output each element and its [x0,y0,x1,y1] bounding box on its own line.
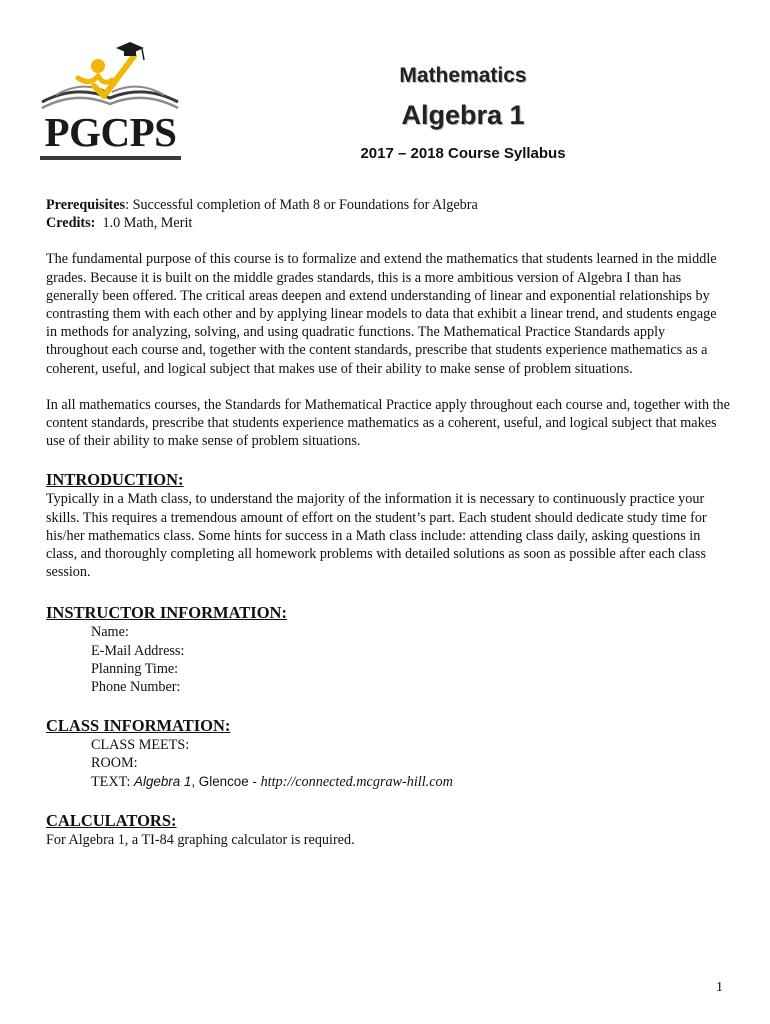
credits-label: Credits: [46,215,96,232]
practice-paragraph: In all mathematics courses, the Standards for Mathematical Practice apply throughout each course and, together with the content standards, prescribe that students experience mathematics as a coherent, useful, and logical subject that makes use of their ability to make sense of problem situations. [46,396,730,450]
instructor-email-label: E-Mail Address: [91,642,185,659]
class-info-fields [46,736,730,791]
class-text-line [91,773,730,791]
class-room-label: ROOM: [91,755,138,772]
logo-text: PGCPS [44,109,177,155]
credits-line [46,214,730,232]
document-body [46,196,730,849]
textbook-title: Algebra 1 [134,773,192,789]
instructor-phone-label: Phone Number: [91,679,181,696]
calculators-text: For Algebra 1, a TI-84 graphing calculator is required. [46,831,355,848]
class-info-heading: CLASS INFORMATION: [46,716,231,736]
introduction-heading: INTRODUCTION: [46,470,184,490]
text-label: TEXT: [91,773,135,790]
syllabus-subtitle: 2017 – 2018 Course Syllabus [360,145,566,162]
instructor-name-label: Name: [91,624,129,641]
instructor-planning-label: Planning Time: [91,660,179,677]
class-meets-label: CLASS MEETS: [91,737,190,754]
calculators-heading: CALCULATORS: [46,810,177,830]
instructor-heading: INSTRUCTOR INFORMATION: [46,603,287,623]
textbook-publisher: , Glencoe - [191,773,261,789]
prerequisites-label: Prerequisites [46,197,126,213]
prerequisites-value: Successful completion of Math 8 or Foundations for Algebra [132,197,478,213]
pgcps-logo [38,42,183,167]
instructor-fields [46,623,730,696]
introduction-text: Typically in a Math class, to understand the majority of the information it is necessary to continuously practice your skills. This requires a tremendous amount of effort on the student’s part. Each student should dedicate study time for his/her mathematics class. Some hints for success in a Math class include: attending class daily, asking questions in class, and thoroughly completing all homework problems with detailed solutions as soon as possible after each class session. [46,491,707,581]
course-title: Algebra 1 [401,100,525,130]
purpose-paragraph: The fundamental purpose of this course is to formalize and extend the mathematics that students learned in the middle grades. Because it is built on the middle grades standards, this is a more ambitious version of Algebra I than has generally been offered. The critical areas deepen and extend understanding of linear and exponential relationships by contrasting them with each other and by applying linear models to data that exhibit a linear trend, and students engage in methods for analyzing, solving, and using quadratic functions. The Mathematical Practice Standards apply throughout each course and, together with the content standards, prescribe that students experience mathematics as a coherent, useful, and logical subject that makes use of their ability to make sense of problem situations. [46,251,717,377]
textbook-url-link[interactable]: http://connected.mcgraw-hill.com [260,773,453,790]
page-number: 1 [716,980,723,995]
prerequisites-line [46,196,730,214]
credits-value: 1.0 Math, Merit [95,215,193,232]
subject-title: Mathematics [399,64,527,87]
prerequisites-separator: : [125,197,133,213]
